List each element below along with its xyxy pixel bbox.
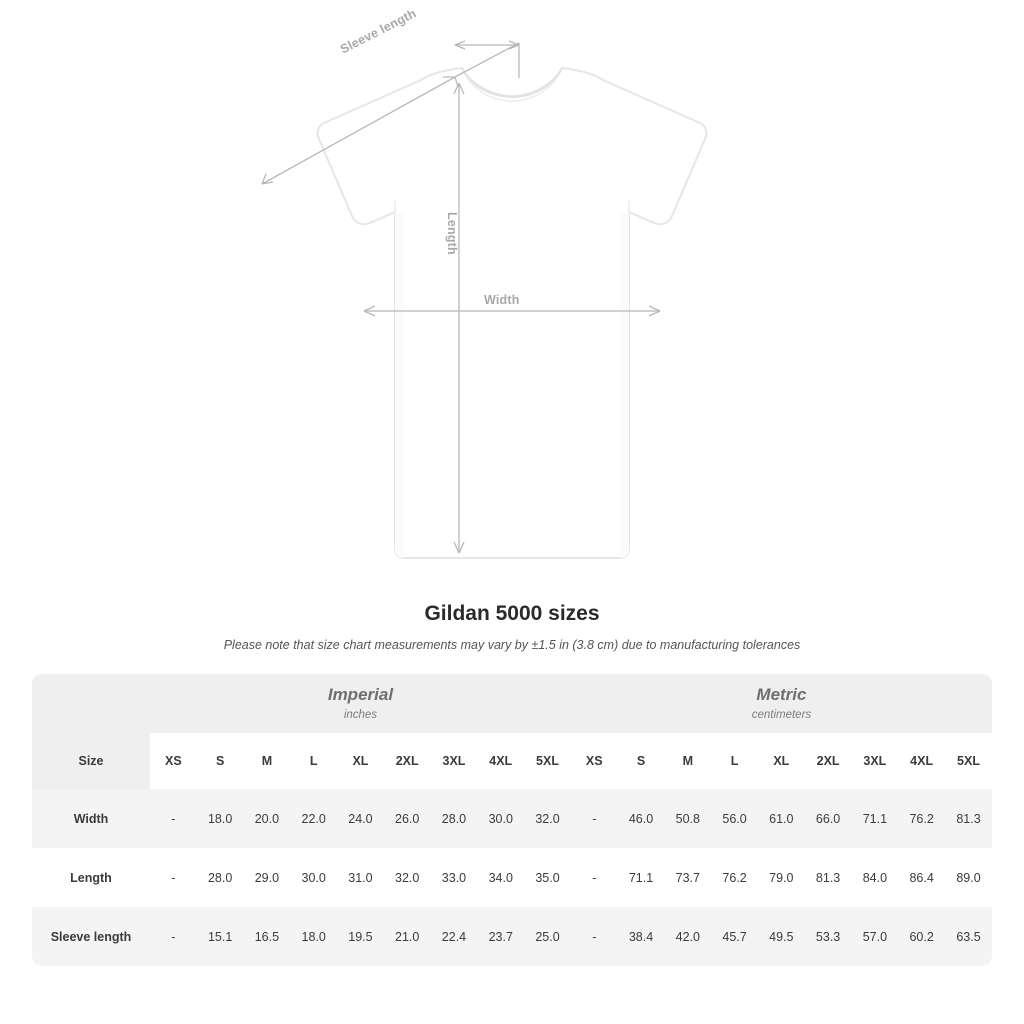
size-cell-imperial-5xl: 5XL xyxy=(524,733,571,789)
size-cell-metric-l: L xyxy=(711,733,758,789)
page-title: Gildan 5000 sizes xyxy=(424,602,600,625)
size-cell-metric-s: S xyxy=(618,733,665,789)
cell-sleeve-cm-3xl: 57.0 xyxy=(851,907,898,966)
cell-length-in-xs: - xyxy=(150,848,197,907)
cell-length-cm-4xl: 86.4 xyxy=(898,848,945,907)
cell-sleeve-cm-l: 45.7 xyxy=(711,907,758,966)
cell-width-cm-xs: - xyxy=(571,789,618,848)
size-cell-metric-m: M xyxy=(664,733,711,789)
cell-length-cm-xs: - xyxy=(571,848,618,907)
cell-width-in-xs: - xyxy=(150,789,197,848)
table-row-width xyxy=(32,789,992,848)
size-table xyxy=(32,674,992,966)
cell-width-cm-3xl: 71.1 xyxy=(851,789,898,848)
cell-length-in-2xl: 32.0 xyxy=(384,848,431,907)
cell-sleeve-in-3xl: 22.4 xyxy=(431,907,478,966)
cell-sleeve-cm-2xl: 53.3 xyxy=(805,907,852,966)
cell-width-in-l: 22.0 xyxy=(290,789,337,848)
size-cell-imperial-3xl: 3XL xyxy=(431,733,478,789)
size-header-cell: Size xyxy=(32,733,150,789)
unit-header-blank xyxy=(32,674,150,733)
cell-length-in-5xl: 35.0 xyxy=(524,848,571,907)
title-block xyxy=(0,602,1024,652)
size-cell-metric-2xl: 2XL xyxy=(805,733,852,789)
cell-width-cm-xl: 61.0 xyxy=(758,789,805,848)
row-label-length: Length xyxy=(32,848,150,907)
size-cell-metric-xl: XL xyxy=(758,733,805,789)
unit-name-imperial: Imperial xyxy=(327,685,394,705)
cell-length-in-m: 29.0 xyxy=(244,848,291,907)
tolerance-note: Please note that size chart measurements may vary by ±1.5 in (3.8 cm) due to manufacturing tolerances xyxy=(223,638,801,652)
cell-sleeve-in-l: 18.0 xyxy=(290,907,337,966)
size-cell-imperial-l: L xyxy=(290,733,337,789)
cell-sleeve-cm-m: 42.0 xyxy=(664,907,711,966)
cell-width-cm-l: 56.0 xyxy=(711,789,758,848)
size-cell-metric-4xl: 4XL xyxy=(898,733,945,789)
cell-sleeve-in-xl: 19.5 xyxy=(337,907,384,966)
cell-length-in-4xl: 34.0 xyxy=(477,848,524,907)
cell-width-in-s: 18.0 xyxy=(197,789,244,848)
unit-sub-imperial: inches xyxy=(343,709,378,722)
tshirt-shape xyxy=(318,68,707,558)
sleeve-length-label: Sleeve length xyxy=(338,6,419,57)
unit-header-metric xyxy=(571,674,992,733)
unit-header-imperial xyxy=(150,674,571,733)
cell-sleeve-in-xs: - xyxy=(150,907,197,966)
size-cell-imperial-xs: XS xyxy=(150,733,197,789)
cell-length-cm-3xl: 84.0 xyxy=(851,848,898,907)
cell-sleeve-in-5xl: 25.0 xyxy=(524,907,571,966)
unit-header-row xyxy=(32,674,992,733)
row-label-width: Width xyxy=(32,789,150,848)
unit-name-metric: Metric xyxy=(756,685,807,705)
size-header-row xyxy=(32,733,992,789)
cell-width-in-xl: 24.0 xyxy=(337,789,384,848)
table-row-sleeve-length xyxy=(32,907,992,966)
cell-width-in-4xl: 30.0 xyxy=(477,789,524,848)
cell-length-cm-s: 71.1 xyxy=(618,848,665,907)
cell-sleeve-cm-4xl: 60.2 xyxy=(898,907,945,966)
unit-sub-metric: centimeters xyxy=(751,709,812,722)
cell-width-cm-s: 46.0 xyxy=(618,789,665,848)
cell-length-cm-2xl: 81.3 xyxy=(805,848,852,907)
size-cell-imperial-4xl: 4XL xyxy=(477,733,524,789)
cell-width-cm-5xl: 81.3 xyxy=(945,789,992,848)
size-table-wrapper xyxy=(32,674,992,966)
cell-sleeve-in-m: 16.5 xyxy=(244,907,291,966)
size-cell-imperial-2xl: 2XL xyxy=(384,733,431,789)
cell-length-in-3xl: 33.0 xyxy=(431,848,478,907)
cell-sleeve-cm-xs: - xyxy=(571,907,618,966)
length-label: Length xyxy=(445,212,459,255)
cell-width-in-3xl: 28.0 xyxy=(431,789,478,848)
cell-sleeve-in-s: 15.1 xyxy=(197,907,244,966)
cell-width-cm-4xl: 76.2 xyxy=(898,789,945,848)
size-cell-imperial-xl: XL xyxy=(337,733,384,789)
cell-width-in-5xl: 32.0 xyxy=(524,789,571,848)
row-label-sleeve-length: Sleeve length xyxy=(32,907,150,966)
cell-length-in-s: 28.0 xyxy=(197,848,244,907)
cell-width-in-m: 20.0 xyxy=(244,789,291,848)
size-cell-metric-3xl: 3XL xyxy=(851,733,898,789)
size-cell-imperial-s: S xyxy=(197,733,244,789)
table-row-length xyxy=(32,848,992,907)
size-cell-imperial-m: M xyxy=(244,733,291,789)
cell-sleeve-in-4xl: 23.7 xyxy=(477,907,524,966)
cell-width-in-2xl: 26.0 xyxy=(384,789,431,848)
cell-length-cm-xl: 79.0 xyxy=(758,848,805,907)
cell-sleeve-cm-5xl: 63.5 xyxy=(945,907,992,966)
cell-length-cm-l: 76.2 xyxy=(711,848,758,907)
cell-sleeve-cm-xl: 49.5 xyxy=(758,907,805,966)
cell-width-cm-m: 50.8 xyxy=(664,789,711,848)
cell-sleeve-in-2xl: 21.0 xyxy=(384,907,431,966)
cell-sleeve-cm-s: 38.4 xyxy=(618,907,665,966)
cell-length-in-xl: 31.0 xyxy=(337,848,384,907)
width-label: Width xyxy=(484,293,520,307)
cell-length-cm-m: 73.7 xyxy=(664,848,711,907)
size-cell-metric-5xl: 5XL xyxy=(945,733,992,789)
size-cell-metric-xs: XS xyxy=(571,733,618,789)
cell-length-cm-5xl: 89.0 xyxy=(945,848,992,907)
cell-length-in-l: 30.0 xyxy=(290,848,337,907)
cell-width-cm-2xl: 66.0 xyxy=(805,789,852,848)
